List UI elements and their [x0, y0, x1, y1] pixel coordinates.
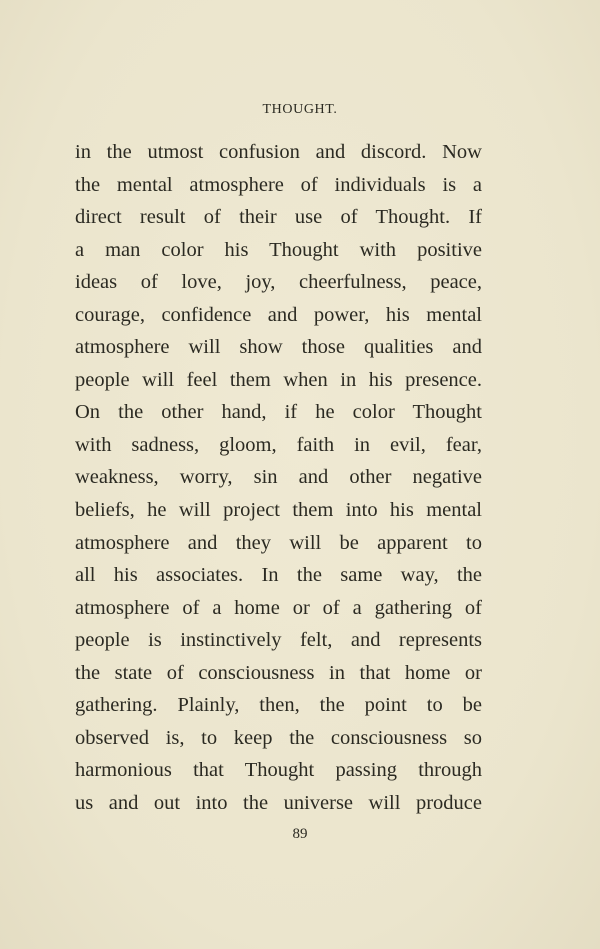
text-line: all his associates. In the same way, the	[75, 564, 482, 587]
text-line: On the other hand, if he color Thought	[75, 401, 482, 424]
text-line: atmosphere and they will be apparent to	[75, 531, 482, 554]
text-line: atmosphere will show those qualities and	[75, 336, 482, 359]
text-line: in the utmost confusion and discord. Now	[75, 141, 482, 163]
text-line: the mental atmosphere of individuals is a	[75, 173, 482, 196]
text-line: observed is, to keep the consciousness so	[75, 726, 482, 749]
text-line: people is instinctively felt, and represents	[75, 629, 482, 652]
text-line: gathering. Plainly, then, the point to be	[75, 694, 482, 717]
text-line: people will feel them when in his presence.	[75, 368, 482, 391]
text-line: beliefs, he will project them into his mental	[75, 499, 482, 522]
text-line: atmosphere of a home or of a gathering of	[75, 596, 482, 619]
text-line: with sadness, gloom, faith in evil, fear,	[75, 433, 482, 456]
text-line: ideas of love, joy, cheerfulness, peace,	[75, 271, 482, 294]
text-line: the state of consciousness in that home or	[75, 661, 482, 684]
text-line: courage, confidence and power, his mental	[75, 303, 482, 326]
body-text	[75, 136, 482, 819]
text-line: direct result of their use of Thought. If	[75, 206, 482, 229]
text-line: weakness, worry, sin and other negative	[75, 466, 482, 489]
text-line: harmonious that Thought passing through	[75, 759, 482, 782]
page-number: 89	[292, 826, 308, 842]
text-line: a man color his Thought with positive	[75, 238, 482, 261]
running-head: THOUGHT.	[262, 102, 338, 117]
text-line: us and out into the universe will produce	[75, 791, 482, 814]
